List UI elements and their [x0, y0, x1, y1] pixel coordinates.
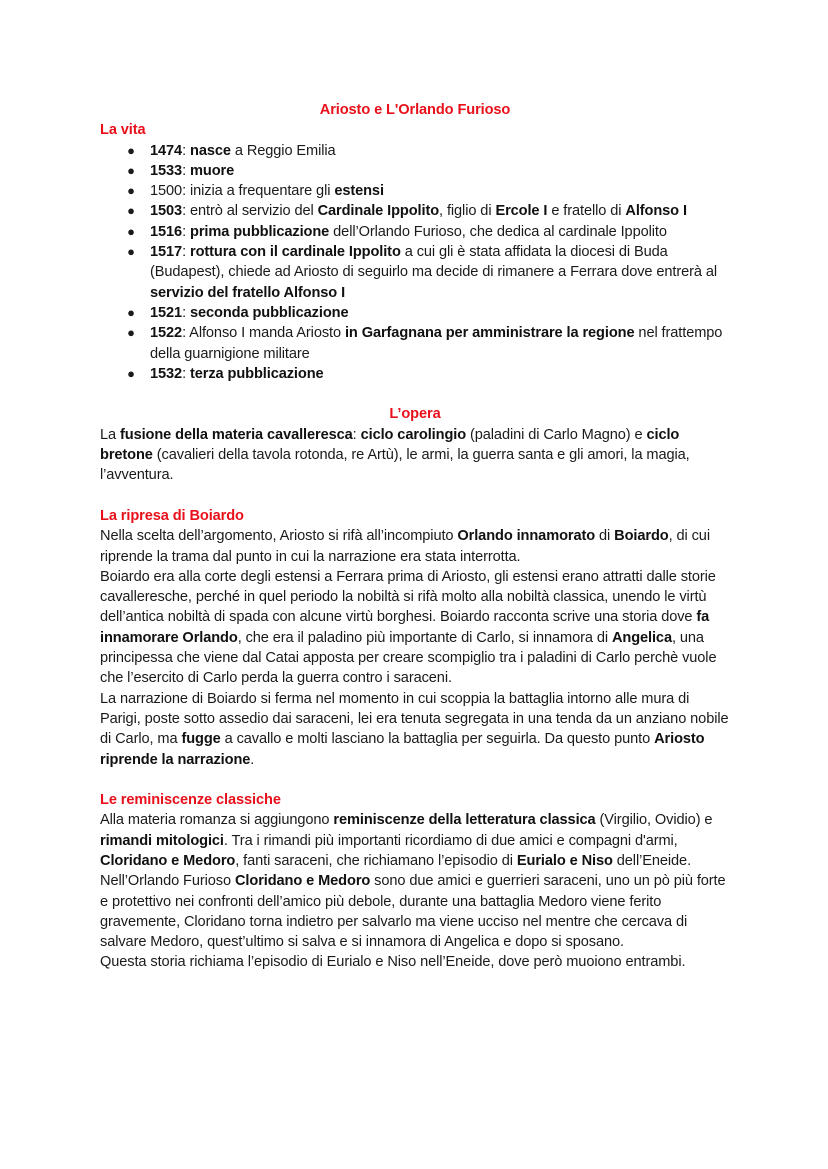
- document-body: [100, 100, 730, 973]
- spacer: [100, 384, 730, 404]
- timeline-item-text: 1500: inizia a frequentare gli estensi: [150, 183, 384, 200]
- reminiscenze-paragraph-1: Alla materia romanza si aggiungono reminiscenze della letteratura classica (Virgilio, Ovidio) e rimandi mitologici. Tra i rimandi più importanti ricordiamo di due amici e compagni d'armi, Cloridano e Medoro, fanti saraceni, che richiamano l’episodio di Eurialo e Niso dell’Eneide. Nell’Orlando Furioso Cloridano e Medoro sono due amici e guerrieri saraceni, uno un pò più forte e protettivo nei confronti dell’amico più debole, durante una battaglia Medoro viene ferito gravemente, Cloridano torna indietro per salvarlo ma viene ucciso nel mentre che cercava di salvare Medoro, quest’ultimo si salva e si innamora di Angelica e dopo si sposano.: [100, 812, 726, 951]
- bold-emphasis: Orlando innamorato: [457, 528, 596, 545]
- timeline-item-text: 1503: entrò al servizio del Cardinale Ippolito, figlio di Ercole I e fratello di Alfonso I: [150, 203, 687, 220]
- document-title: Ariosto e L'Orlando Furioso: [319, 102, 511, 118]
- timeline-item-text: 1474: nasce a Reggio Emilia: [150, 142, 336, 159]
- bullet-icon: ●: [127, 244, 135, 260]
- section-heading-reminiscenze: Le reminiscenze classiche: [100, 792, 281, 809]
- bold-emphasis: ciclo carolingio: [360, 426, 467, 443]
- bullet-icon: ●: [127, 325, 135, 341]
- timeline-item: [100, 181, 730, 201]
- bold-emphasis: in Garfagnana per amministrare la regione: [344, 325, 635, 342]
- boiardo-paragraph-3: La narrazione di Boiardo si ferma nel momento in cui scoppia la battaglia intorno alle mura di Parigi, poste sotto assedio dai saraceni, lei era tenuta segregata in una tenda da un anziano nobile di Carlo, ma fugge a cavallo e molti lasciano la battaglia per seguirla. Da questo punto Ariosto riprende la narrazione.: [100, 690, 729, 768]
- timeline-list: [100, 141, 730, 385]
- bold-emphasis: 1532: [150, 365, 183, 382]
- timeline-item: [100, 364, 730, 384]
- bold-emphasis: 1533: [150, 162, 183, 179]
- timeline-item: [100, 161, 730, 181]
- bold-emphasis: 1503: [150, 203, 183, 220]
- timeline-item: [100, 303, 730, 323]
- bold-emphasis: Boiardo: [614, 528, 669, 545]
- bold-emphasis: Ariosto riprende la narrazione: [100, 731, 705, 768]
- boiardo-paragraph-1: Nella scelta dell’argomento, Ariosto si rifà all’incompiuto Orlando innamorato di Boiardo, di cui riprende la trama dal punto in cui la narrazione era stata interrotta.: [100, 528, 710, 565]
- bold-emphasis: 1474: [150, 142, 183, 159]
- bold-emphasis: prima pubblicazione: [190, 223, 330, 240]
- bold-emphasis: Angelica: [611, 629, 672, 646]
- bullet-icon: ●: [127, 183, 135, 199]
- bold-emphasis: fusione della materia cavalleresca: [120, 426, 353, 443]
- timeline-item-text: 1532: terza pubblicazione: [150, 365, 324, 382]
- bold-emphasis: ciclo bretone: [100, 426, 680, 464]
- bold-emphasis: Cloridano e Medoro: [100, 852, 236, 869]
- bold-emphasis: 1521: [150, 304, 183, 321]
- bullet-icon: ●: [127, 365, 135, 381]
- bold-emphasis: 1516: [150, 223, 183, 240]
- timeline-item: [100, 141, 730, 161]
- timeline-item: [100, 323, 730, 364]
- section-heading-boiardo: La ripresa di Boiardo: [100, 507, 244, 524]
- spacer: [100, 486, 730, 506]
- reminiscenze-paragraph-2: Questa storia richiama l’episodio di Eurialo e Niso nell’Eneide, dove però muoiono entrambi.: [100, 954, 686, 971]
- timeline-item: [100, 222, 730, 242]
- timeline-item-text: 1521: seconda pubblicazione: [150, 304, 349, 321]
- bullet-icon: ●: [127, 203, 135, 219]
- timeline-item-text: 1522: Alfonso I manda Ariosto in Garfagnana per amministrare la regione nel frattempo della guarnigione militare: [150, 325, 723, 362]
- timeline-item-text: 1516: prima pubblicazione dell’Orlando Furioso, che dedica al cardinale Ippolito: [150, 223, 667, 240]
- bold-emphasis: Cloridano e Medoro: [234, 873, 371, 890]
- bold-emphasis: Cardinale Ippolito: [317, 203, 440, 220]
- timeline-item: [100, 201, 730, 221]
- boiardo-paragraph-2: Boiardo era alla corte degli estensi a Ferrara prima di Ariosto, gli estensi erano attratti dalle storie cavalleresche, perché in quel periodo la nobiltà si rifà molto alla nobiltà classica, unendo le virtù dell’antica nobiltà di spada con alcune virtù borghesi. Boiardo racconta scrive una storia dove fa innamorare Orlando, che era il paladino più importante di Carlo, si innamora di Angelica, una principessa che viene dal Catai apposta per creare scompiglio tra i paladini di Carlo perchè vuole che l’esercito di Carlo perda la guerra contro i saraceni.: [100, 568, 717, 687]
- bold-emphasis: seconda pubblicazione: [190, 304, 349, 321]
- bold-emphasis: rottura con il cardinale Ippolito: [190, 244, 401, 261]
- timeline-item-text: 1517: rottura con il cardinale Ippolito a cui gli è stata affidata la diocesi di Buda (Budapest), chiede ad Ariosto di seguirlo ma decide di rimanere a Ferrara dove entrerà al servizio del fratello Alfonso I: [150, 244, 718, 301]
- bold-emphasis: 1522: [150, 325, 183, 342]
- bullet-icon: ●: [127, 304, 135, 320]
- bold-emphasis: Ercole I: [495, 203, 548, 220]
- bullet-icon: ●: [127, 223, 135, 239]
- bold-emphasis: Eurialo e Niso: [516, 852, 613, 869]
- bold-emphasis: reminiscenze della letteratura classica: [333, 812, 596, 829]
- timeline-item: [100, 242, 730, 303]
- bold-emphasis: fa innamorare Orlando: [100, 609, 710, 646]
- bold-emphasis: muore: [190, 162, 235, 179]
- bold-emphasis: estensi: [334, 183, 384, 200]
- bullet-icon: ●: [127, 142, 135, 158]
- bullet-icon: ●: [127, 162, 135, 178]
- bold-emphasis: fugge: [181, 731, 221, 748]
- spacer: [100, 770, 730, 790]
- timeline-item-text: 1533: muore: [150, 162, 235, 179]
- bold-emphasis: terza pubblicazione: [190, 365, 324, 382]
- section-heading-vita: La vita: [100, 122, 146, 139]
- bold-emphasis: Alfonso I: [625, 203, 687, 220]
- bold-emphasis: nasce: [190, 142, 231, 159]
- bold-emphasis: 1517: [150, 244, 183, 261]
- bold-emphasis: servizio del fratello Alfonso I: [150, 284, 346, 301]
- opera-paragraph: La fusione della materia cavalleresca: ciclo carolingio (paladini di Carlo Magno) e ciclo bretone (cavalieri della tavola rotonda, re Artù), le armi, la guerra santa e gli amori, la magia, l’avventura.: [100, 426, 690, 484]
- bold-emphasis: rimandi mitologici: [100, 832, 224, 849]
- section-heading-opera: L’opera: [389, 406, 441, 423]
